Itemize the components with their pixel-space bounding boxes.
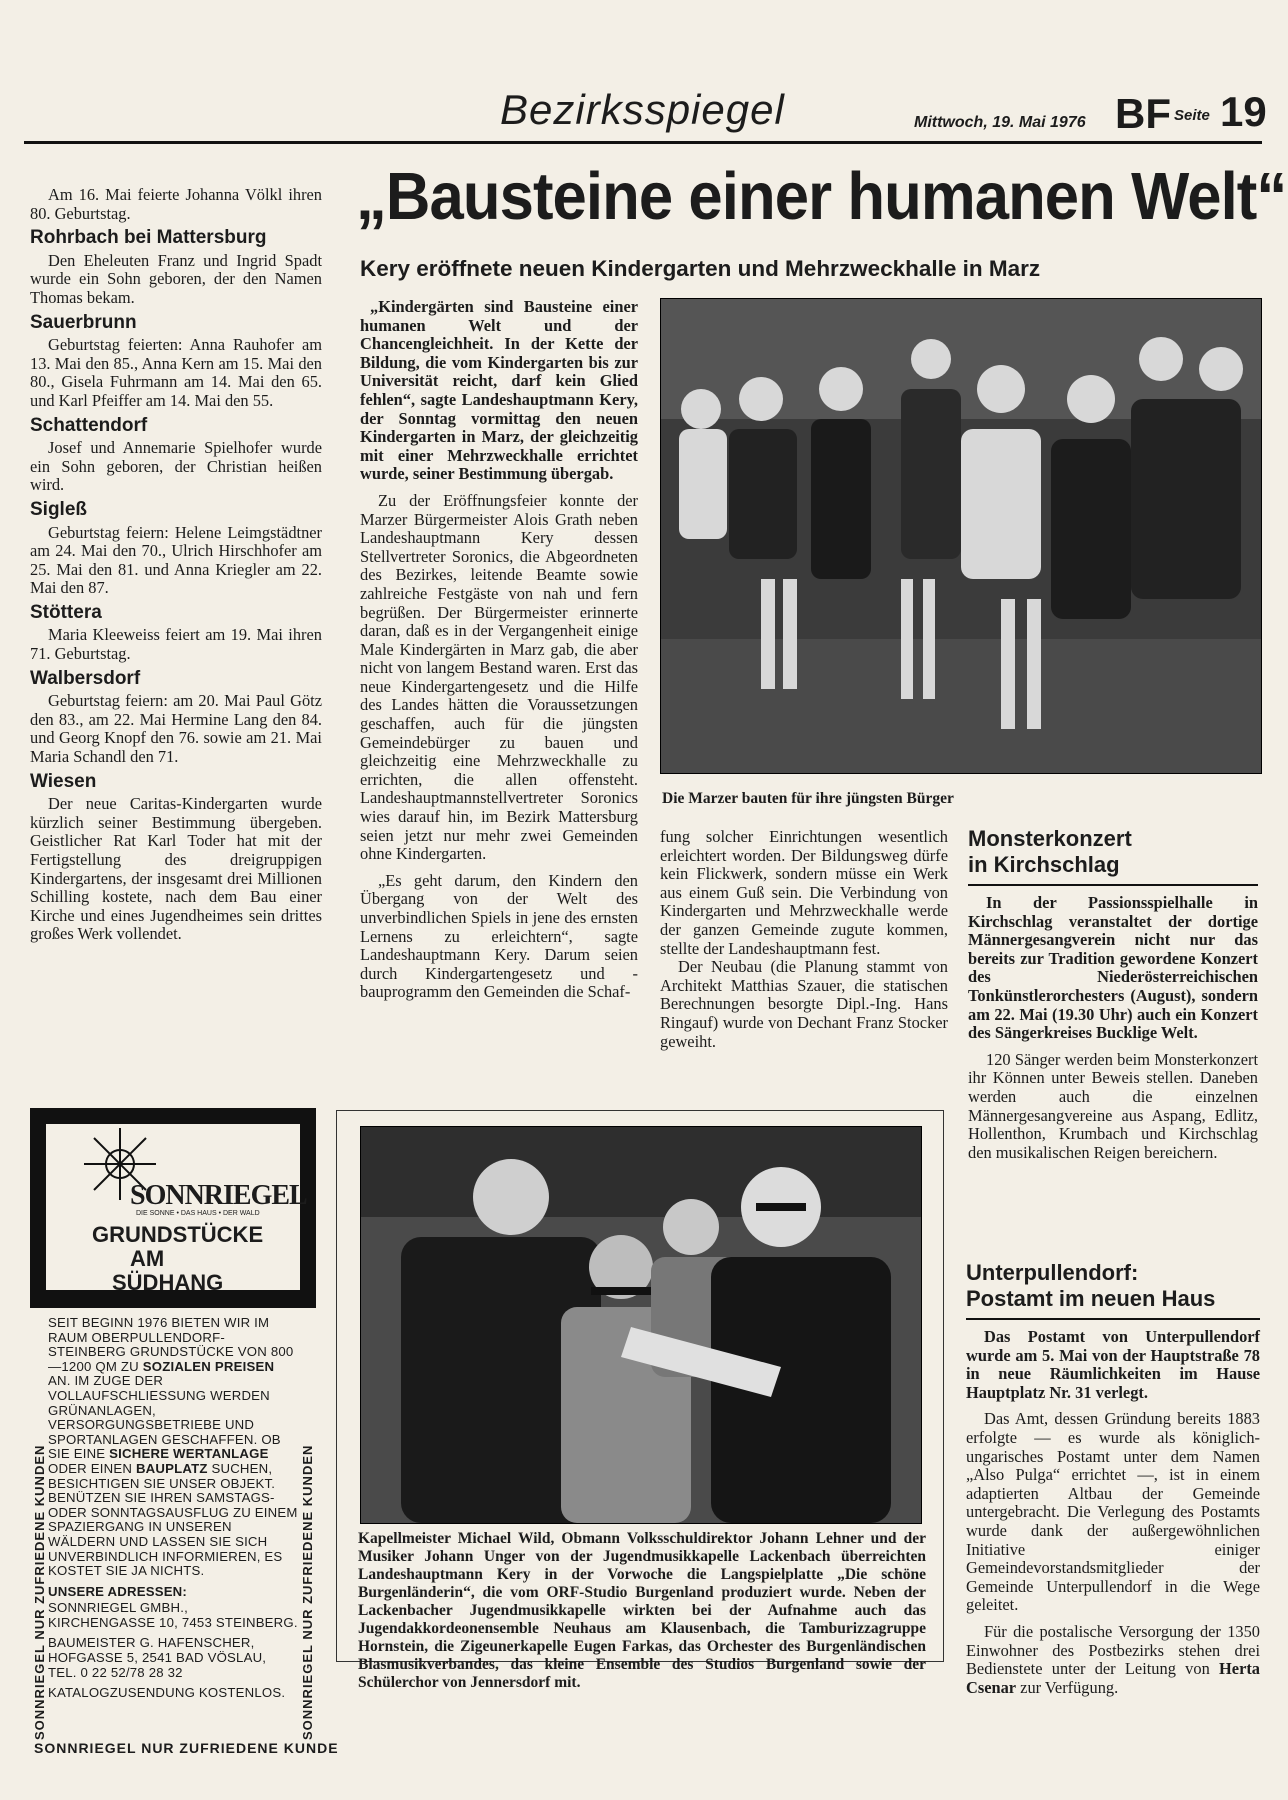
- main-subhead: Kery eröffnete neuen Kindergarten und Mehrzweckhalle in Marz: [360, 256, 1041, 281]
- place-heading: Sigleß: [30, 498, 88, 520]
- postamt-headline-2: Postamt im neuen Haus: [966, 1286, 1216, 1311]
- entry-sauerbrunn: [30, 311, 322, 411]
- place-heading: Rohrbach bei Mattersburg: [30, 227, 267, 249]
- monsterkonzert-headline-2: in Kirchschlag: [968, 852, 1120, 877]
- person-name: Herta Csenar: [966, 1659, 1260, 1697]
- newspaper-logo: BF: [1115, 90, 1171, 137]
- ad-border-left: SONNRIEGEL NUR ZUFRIEDENE KUNDEN: [32, 1444, 47, 1740]
- children-group-image: [661, 299, 1261, 773]
- entry-walbersdorf: [30, 667, 322, 767]
- entry-stoettera: [30, 601, 322, 664]
- entry-text: Der neue Caritas-Kindergarten wurde kürzlich seiner Bestimmung übergeben. Geistlicher Rat Karl Toder hat mit der Fertigstellung des dreigruppigen Kindergartens, der insgesamt drei Millionen Schilling kostete, nach dem Bau einer Kirche und eines Jugendheimes sein drittes großes Werk vollendet.: [30, 794, 322, 944]
- issue-date: Mittwoch, 19. Mai 1976: [914, 114, 1086, 131]
- postamt-text: Das Amt, dessen Gründung bereits 1883 erfolgte — es wurde als königlich-ungarisches Postamt unter dem Namen „Also Pulga“ errichtet —, ist in einem adaptierten Altbau der Gemeinde untergebracht. Die Verlegung des Postamts wurde dank der außergewöhnlichen Initiative einiger Gemeindevorstandsmitglieder der Gemeinde Unterpullendorf in die Wege geleitet.: [966, 1409, 1260, 1615]
- ad-catalog: KATALOGZUSENDUNG KOSTENLOS.: [48, 1685, 286, 1701]
- entry-text: Den Eheleuten Franz und Ingrid Spadt wurde ein Sohn geboren, der den Namen Thomas bekam.: [30, 250, 322, 307]
- monsterkonzert-headline-1: Monsterkonzert: [968, 826, 1132, 851]
- monsterkonzert-text: 120 Sänger werden beim Monsterkonzert ihr Können unter Beweis stellen. Daneben werden auch die einzelnen Männergesangvereine aus Aspang, Edlitz, Hollenthon, Krumbach und Kirchschlag den musikalischen Reigen bereichern.: [968, 1049, 1258, 1162]
- postamt-body: [966, 1328, 1260, 1697]
- monsterkonzert-body: [968, 894, 1258, 1162]
- entry-text: Josef und Annemarie Spielhofer wurde ein Sohn geboren, der Christian heißen wird.: [30, 438, 322, 495]
- intro-text: Am 16. Mai feierte Johanna Völkl ihren 80. Geburtstag.: [30, 185, 322, 223]
- place-heading: Sauerbrunn: [30, 311, 137, 333]
- article-lead: „Kindergärten sind Bausteine einer humanen Welt und der Chancengleichheit. In der Kette der Bildung, die vom Kindergarten bis zur Universität reicht, darf kein Glied fehlen“, sagte Landeshauptmann Kery, der Sonntag vormittag den neuen Kindergarten in Marz, der gleichzeitig mit einer Mehrzweckhalle errichtet wurde, seiner Bestimmung übergab.: [360, 297, 638, 484]
- monsterkonzert-article: [968, 826, 1258, 1162]
- article-paragraph: fung solcher Einrichtungen wesentlich erleichtert worden. Der Bildungsweg dürfe kein Flickwerk, sondern müsse ein Werk aus einem Guß sein. Die Verbindung von Kindergarten und Mehrzweckhalle werde der ganzen Gemeinde zugute kommen, stellte der Landeshauptmann fest.: [660, 827, 948, 958]
- ad-address-heading: UNSERE ADRESSEN:: [48, 1583, 188, 1599]
- place-heading: Stöttera: [30, 601, 102, 623]
- entry-text: Geburtstag feiern: Helene Leimgstädtner am 24. Mai den 70., Ulrich Hirschhofer am 25. Mai den 81. und Anna Kriegler am 22. Mai den 87.: [30, 522, 322, 598]
- music-photo: [360, 1126, 922, 1524]
- ad-offer-text: SEIT BEGINN 1976 BIETEN WIR IM RAUM OBERPULLENDORF-STEINBERG GRUNDSTÜCKE VON 800—1200 QM ZU SOZIALEN PREISEN AN. IM ZUGE DER VOLLAUFSCHLIESSUNG WERDEN GRÜNANLAGEN, VERSORGUNGSBETRIEBE UND SPORTANLAGEN GESCHAFFEN. OB SIE EINE SICHERE WERTANLAGE ODER EINEN BAUPLATZ SUCHEN, BESICHTIGEN SIE UNSER OBJEKT. BENÜTZEN SIE IHREN SAMSTAGS- ODER SONNTAGSAUSFLUG ZU EINEM SPAZIERGANG IN UNSEREN WÄLDERN UND LASSEN SIE SICH UNVERBINDLICH INFORMIEREN, ES KOSTET SIE JA NICHTS.: [48, 1315, 298, 1579]
- main-headline: „Bausteine einer humanen Welt“: [356, 159, 1287, 234]
- handover-image: [361, 1127, 921, 1523]
- page-label: Seite: [1174, 107, 1210, 124]
- entry-rohrbach: [30, 229, 322, 307]
- ad-address-2: BAUMEISTER G. HAFENSCHER, HOFGASSE 5, 2541 BAD VÖSLAU, TEL. 0 22 52/78 28 32: [48, 1635, 267, 1680]
- ad-body: [48, 1316, 298, 1701]
- ad-tagline: DIE SONNE • DAS HAUS • DER WALD: [136, 1210, 260, 1217]
- music-photo-caption: Kapellmeister Michael Wild, Obmann Volksschuldirektor Johann Lehner und der Musiker Johann Unger von der Jugendmusikkapelle Lackenbach überreichten Landeshauptmann Kery in der Vorwoche die Langspielplatte „Die schöne Burgenländerin“, die vom ORF-Studio Burgenland produziert wurde. Neben der Lackenbacher Jugendmusikkapelle wirkten bei der Aufnahme auch das Jugendakkordeonensemble Neuhaus am Klausenbach, die Tamburizzagruppe Hornstein, die Zigeunerkapelle Eugen Farkas, das Orchester des Burgenländischen Blasmusikverbandes, das kleine Ensemble des Studios Burgenland sowie der Schülerchor von Jennersdorf mit.: [358, 1530, 926, 1691]
- ad-title-1: GRUNDSTÜCKE: [92, 1222, 264, 1247]
- postamt-lead: Das Postamt von Unterpullendorf wurde am 5. Mai von der Hauptstraße 78 in neue Räumlichkeiten im Hause Hauptplatz Nr. 31 verlegt.: [966, 1327, 1260, 1402]
- entry-text: Geburtstag feierten: Anna Rauhofer am 13. Mai den 85., Anna Kern am 15. Mai den 80., Gisela Fuhrmann am 14. Mai den 65. und Karl Pfeiffer am 14. Mai den 55.: [30, 335, 322, 410]
- header-rule: [24, 141, 1262, 144]
- article-paragraph: Der Neubau (die Planung stammt von Architekt Matthias Szauer, die statischen Berechnungen besorgte Dipl.-Ing. Hans Ringauf) wurde von Dechant Franz Stocker geweiht.: [660, 957, 948, 1051]
- ad-border-bottom: SONNRIEGEL NUR ZUFRIEDENE KUNDE: [34, 1740, 339, 1756]
- headline-rule: [966, 1318, 1260, 1320]
- place-heading: Wiesen: [30, 770, 97, 792]
- article-paragraph: Zu der Eröffnungsfeier konnte der Marzer Bürgermeister Alois Grath neben Landeshauptmann Kery dessen Stellvertreter Soronics, die Abgeordneten des Bezirkes, leitende Beamte sowie zahlreiche Festgäste von nah und fern begrüßen. Der Bürgermeister erinnerte daran, daß es in der Vergangenheit einige Male Kindergärten in Marz gab, die aber nicht von langem Bestand waren. Erst das neue Kindergartengesetz und die Hilfe des Landes hätten die Voraussetzungen geschaffen, auch für die jüngsten Gemeindebürger zu bauen und gleichzeitig eine Mehrzweckhalle zu errichten, die allen offensteht. Landeshauptmannstellvertreter Soronics wies darauf hin, im Bezirk Mattersburg seien jetzt nur mehr zwei Gemeinden ohne Kindergarten.: [360, 490, 638, 864]
- ad-address-1: SONNRIEGEL GMBH., KIRCHENGASSE 10, 7453 STEINBERG.: [48, 1600, 298, 1630]
- entry-text: Geburtstag feiern: am 20. Mai Paul Götz den 83., am 22. Mai Hermine Lang den 84. und Georg Knopf den 76. sowie am 21. Mai Maria Schandl den 71.: [30, 691, 322, 767]
- entry-sigless: [30, 498, 322, 598]
- article-column-2: [660, 828, 948, 1051]
- ad-border-right: SONNRIEGEL NUR ZUFRIEDENE KUNDEN: [300, 1444, 315, 1740]
- monsterkonzert-lead: In der Passionsspielhalle in Kirchschlag veranstaltet der dortige Männergesangverein nicht nur das bereits zur Tradition gewordene Konzert des Niederösterreichischen Tonkünstlerorchesters (August), sondern am 22. Mai (19.30 Uhr) auch ein Konzert des Sängerkreises Bucklige Welt.: [968, 893, 1258, 1043]
- kindergarten-photo: [660, 298, 1262, 774]
- section-title: Bezirksspiegel: [500, 86, 785, 133]
- postamt-text-2: Für die postalische Versorgung der 1350 Einwohner des Postbezirks stehen drei Bedienstete unter der Leitung von Herta Csenar zur Verfügung.: [966, 1621, 1260, 1697]
- article-column-1: [360, 298, 638, 1002]
- left-column: [30, 186, 322, 944]
- entry-schattendorf: [30, 414, 322, 495]
- kindergarten-photo-caption: Die Marzer bauten für ihre jüngsten Bürger: [662, 790, 954, 807]
- ad-title-2: AM: [130, 1246, 165, 1271]
- entry-wiesen: [30, 770, 322, 944]
- place-heading: Walbersdorf: [30, 667, 141, 689]
- postamt-article: [966, 1260, 1260, 1697]
- article-paragraph: „Es geht darum, den Kindern den Übergang von der Welt des unverbindlichen Spiels in jene des ernsten Lernens zu erleichtern“, sagte Landeshauptmann Kery. Darum seien durch Kindergartengesetz und -bauprogramm den Gemeinden die Schaf-: [360, 870, 638, 1002]
- page-number: 19: [1220, 88, 1267, 135]
- postamt-headline-1: Unterpullendorf:: [966, 1260, 1139, 1285]
- entry-text: Maria Kleeweiss feiert am 19. Mai ihren 71. Geburtstag.: [30, 625, 322, 664]
- ad-brand: SONNRIEGEL: [130, 1180, 307, 1211]
- place-heading: Schattendorf: [30, 414, 148, 436]
- ad-title-3: SÜDHANG: [112, 1270, 224, 1295]
- headline-rule: [968, 884, 1258, 886]
